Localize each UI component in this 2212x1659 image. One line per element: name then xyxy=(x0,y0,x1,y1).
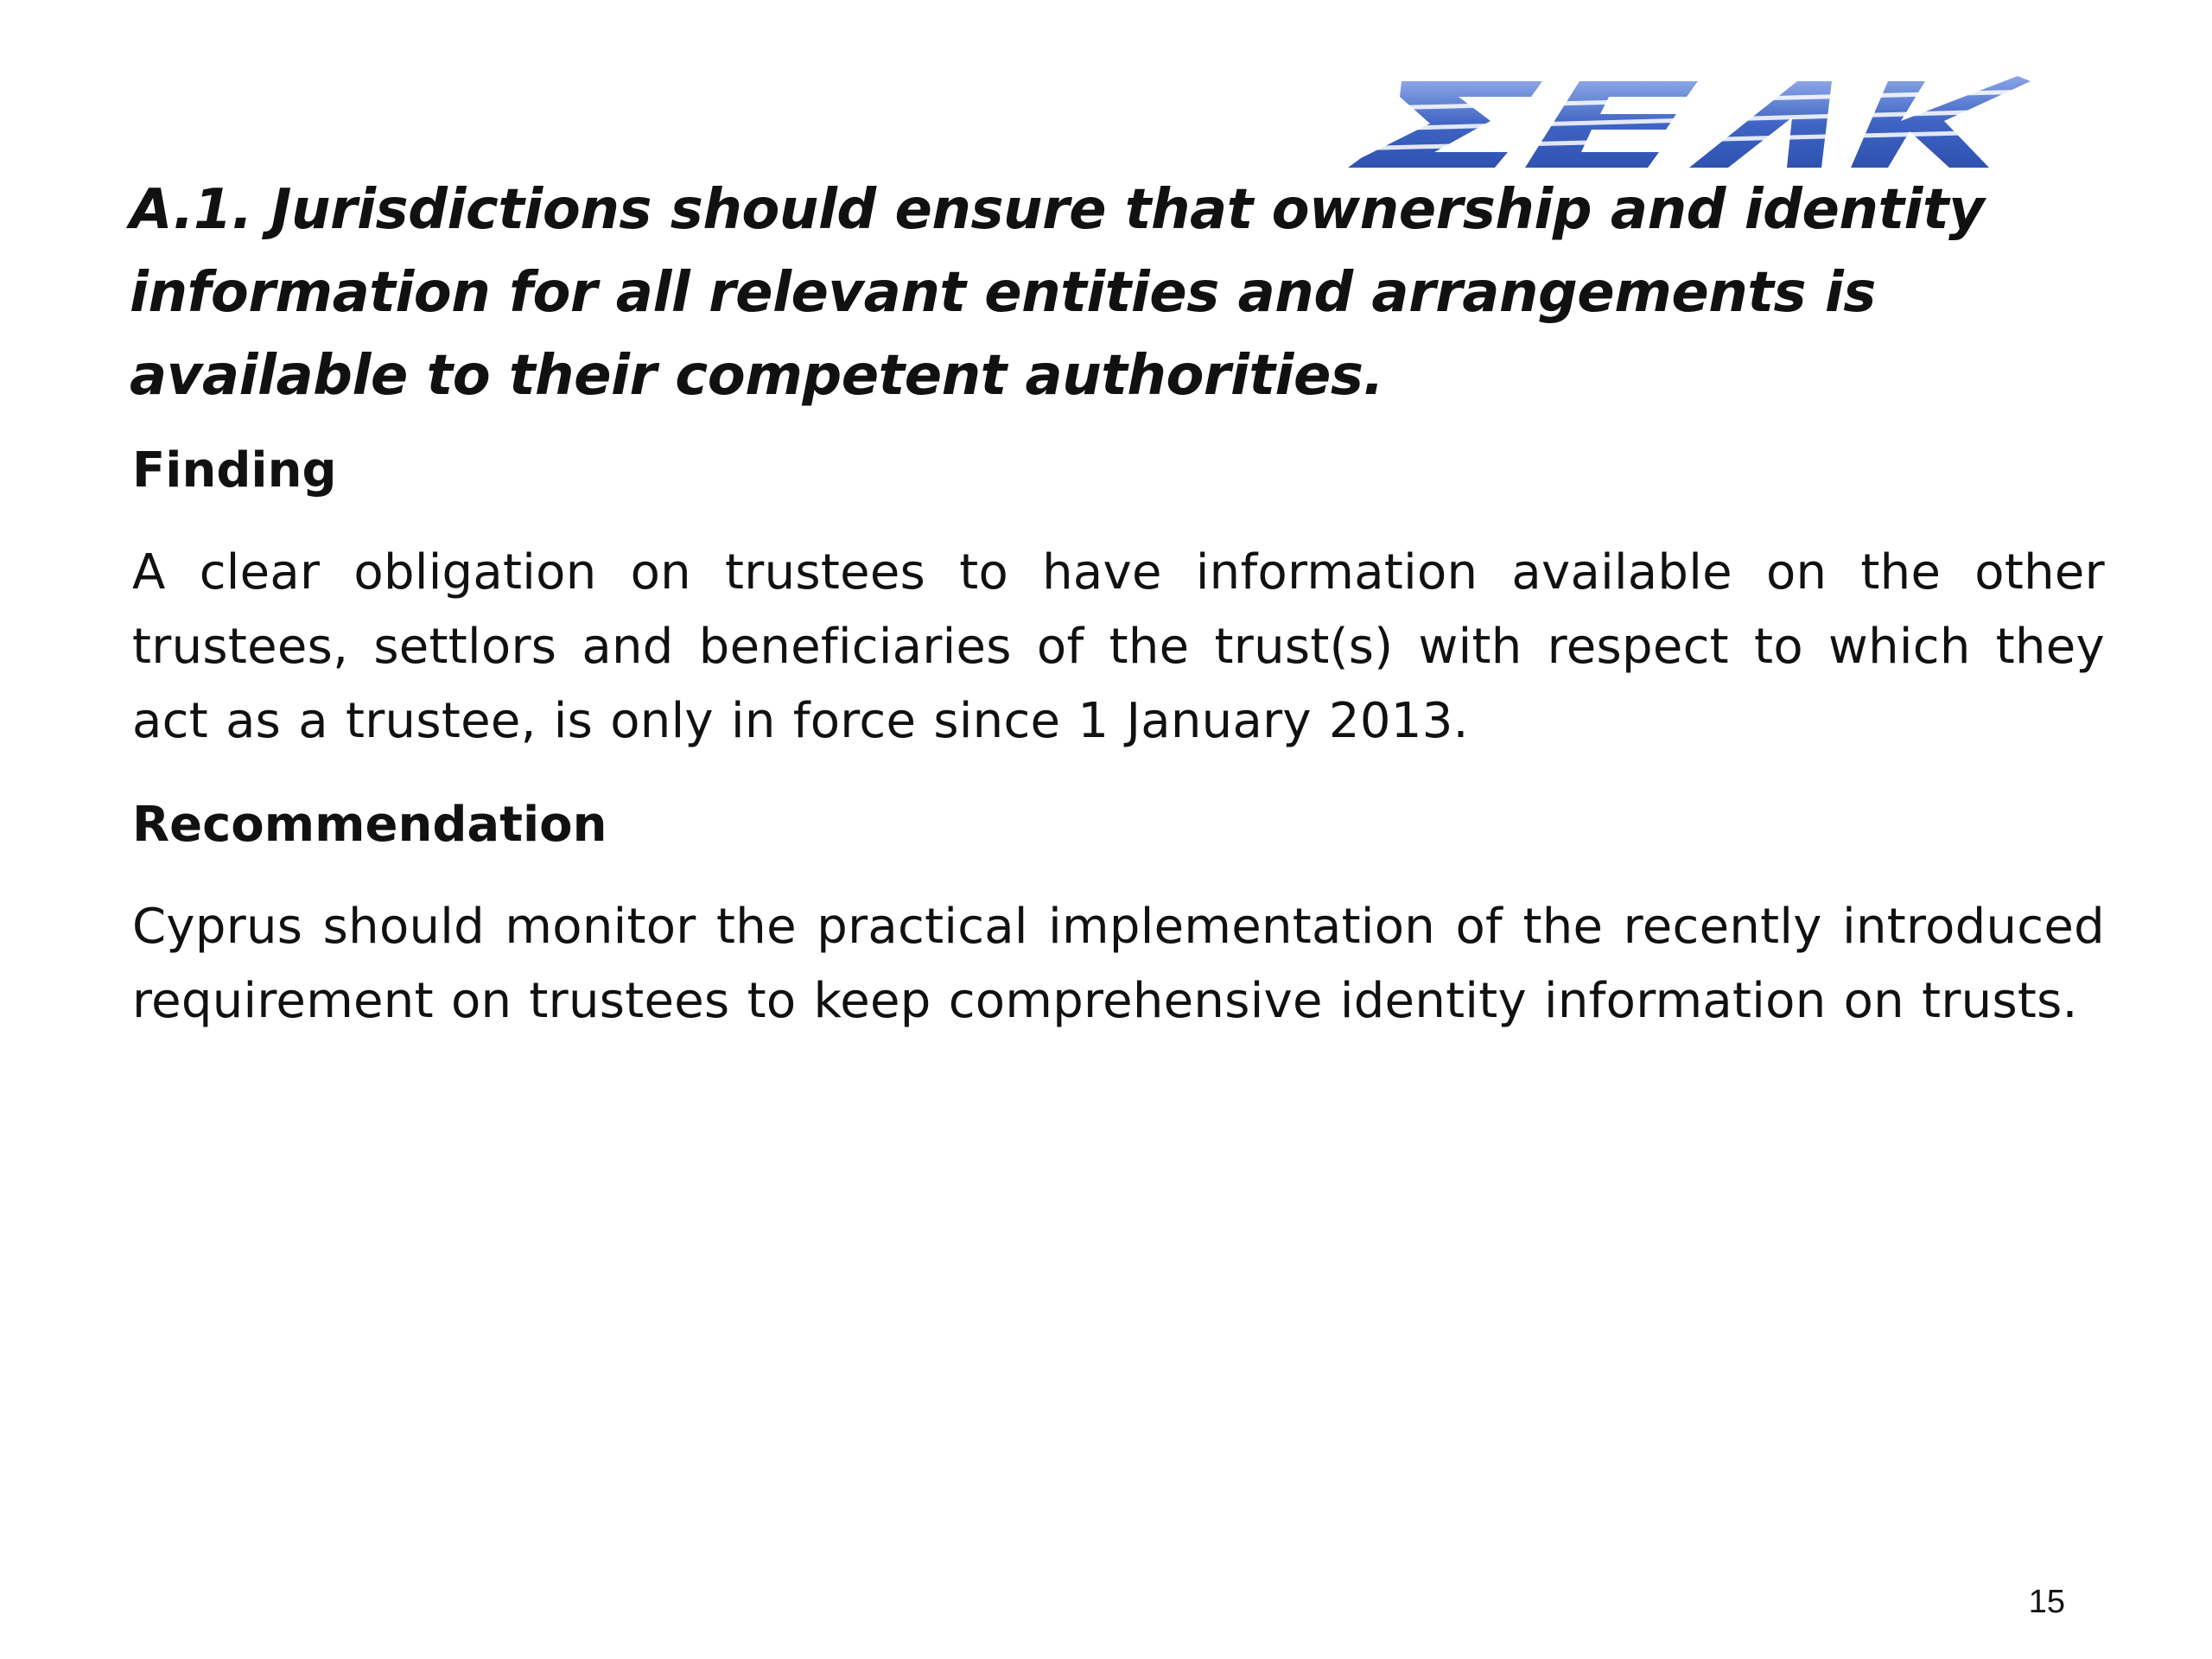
slide-title: A.1. Jurisdictions should ensure that ownership and identity information for all relevant entities and arrangements is available to their competent authorities. xyxy=(130,178,1985,408)
finding-text: A clear obligation on trustees to have information available on the other trustees, settlors and beneficiaries of the trust(s) with respect to which they act as a trustee, is only in force since 1 January 2013. xyxy=(132,544,2105,749)
recommendation-heading: Recommendation xyxy=(132,797,607,853)
page-number: 15 xyxy=(2028,1584,2065,1620)
seak-logo xyxy=(1348,76,2031,171)
finding-heading: Finding xyxy=(132,442,337,499)
recommendation-text: Cyprus should monitor the practical implementation of the recently introduced requirement on trustees to keep comprehensive identity information on trusts. xyxy=(132,899,2105,1029)
